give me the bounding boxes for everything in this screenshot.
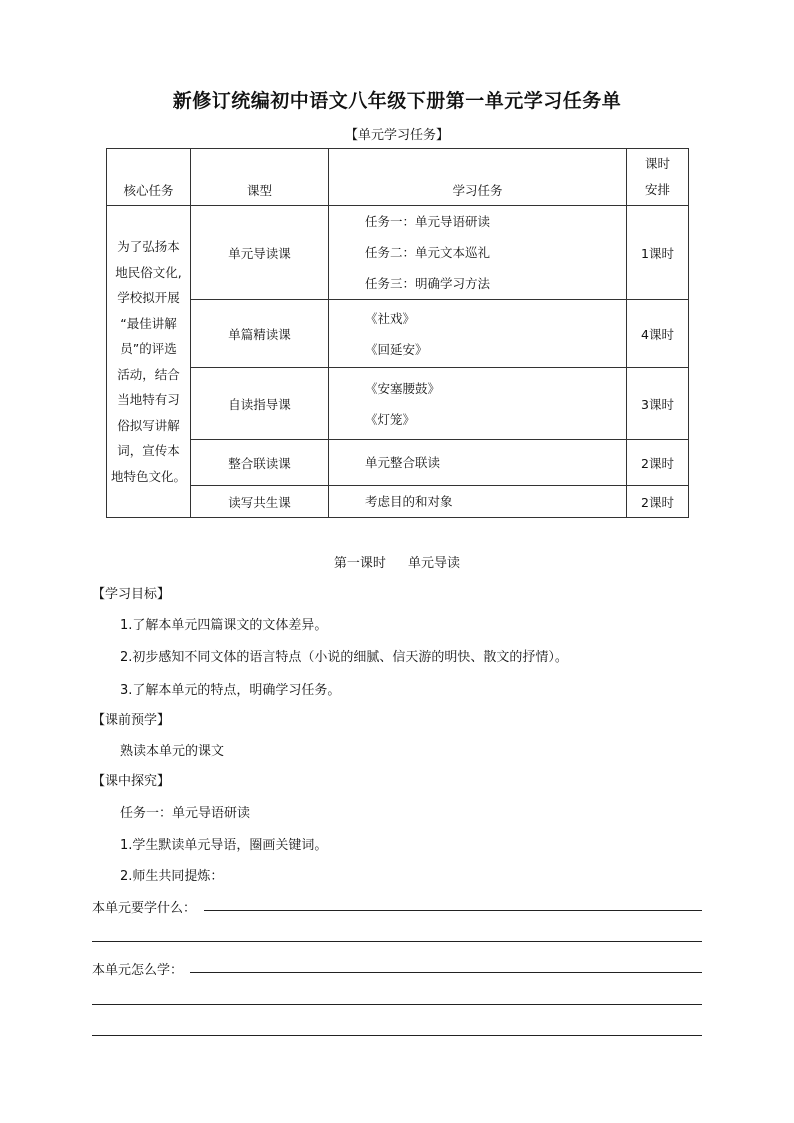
lesson-type-cell: 自读指导课: [191, 368, 329, 440]
task-line: 任务三：明确学习方法: [365, 276, 491, 291]
learning-task-cell: [329, 486, 627, 518]
inclass-heading: 【课中探究】: [92, 774, 171, 789]
core-line: 俗拟写讲解: [117, 417, 180, 433]
hours-cell: 3课时: [627, 368, 689, 440]
task-line: 单元整合联读: [365, 455, 441, 470]
task-line: 《社戏》: [365, 310, 416, 326]
core-line: 当地特有习: [117, 392, 180, 407]
table-row: [107, 206, 689, 300]
hours-cell: 2课时: [627, 486, 689, 518]
task-line: 考虑目的和对象: [365, 494, 453, 509]
hours-cell: 2课时: [627, 440, 689, 486]
fill-label-how: 本单元怎么学：: [92, 963, 184, 978]
hours-cell: 1课时: [627, 206, 689, 300]
answer-line[interactable]: [92, 941, 702, 942]
core-line: “最佳讲解: [120, 315, 177, 331]
lesson-type-cell: 单篇精读课: [191, 300, 329, 368]
header-learning-task: 学习任务: [329, 149, 627, 206]
task-line: 任务一：单元导语研读: [365, 214, 491, 229]
hours-cell: 4课时: [627, 300, 689, 368]
task1-title: 任务一：单元导语研读: [120, 806, 251, 821]
learning-task-cell: [329, 300, 627, 368]
core-line: 地特色文化。: [110, 468, 186, 484]
table-header-row: [107, 149, 689, 206]
table-row: [107, 368, 689, 440]
document-title: 新修订统编初中语文八年级下册第一单元学习任务单: [172, 90, 622, 112]
goals-heading: 【学习目标】: [92, 587, 171, 602]
task-line: 《回延安》: [365, 341, 428, 357]
step-item: 1.学生默读单元导语，圈画关键词。: [120, 838, 328, 853]
lesson-title: 第一课时 单元导读: [333, 556, 461, 571]
answer-line[interactable]: [92, 1035, 702, 1036]
header-lesson-type: 课型: [191, 149, 329, 206]
learning-task-cell: [329, 368, 627, 440]
header-hours-line1: 课时: [644, 156, 670, 171]
task-line: 《灯笼》: [365, 411, 416, 427]
core-line: 词，宣传本: [117, 443, 180, 458]
lesson-type-cell: 单元导读课: [191, 206, 329, 300]
header-core-task: 核心任务: [107, 149, 191, 206]
lesson-type-cell: 读写共生课: [191, 486, 329, 518]
step-item: 2.师生共同提炼：: [120, 869, 224, 884]
header-hours: [627, 149, 689, 206]
core-task-cell: [107, 206, 191, 518]
learning-task-cell: [329, 206, 627, 300]
goal-item: 1.了解本单元四篇课文的文体差异。: [120, 618, 328, 633]
preview-text: 熟读本单元的课文: [120, 744, 225, 759]
core-line: 活动，结合: [117, 366, 180, 382]
unit-task-table: [106, 148, 689, 518]
table-row: [107, 300, 689, 368]
table-row: [107, 486, 689, 518]
core-line: 地民俗文化,: [115, 264, 182, 280]
answer-line[interactable]: [204, 910, 702, 911]
task-line: 《安塞腰鼓》: [365, 380, 441, 396]
header-hours-line2: 安排: [644, 182, 670, 197]
core-line: 员”的评选: [120, 341, 177, 356]
lesson-type-cell: 整合联读课: [191, 440, 329, 486]
table-row: [107, 440, 689, 486]
section-heading-unit-tasks: 【单元学习任务】: [344, 128, 449, 143]
answer-line[interactable]: [190, 972, 702, 973]
goal-item: 3.了解本单元的特点，明确学习任务。: [120, 683, 341, 698]
learning-task-cell: [329, 440, 627, 486]
preview-heading: 【课前预学】: [92, 713, 171, 728]
core-line: 学校拟开展: [117, 290, 180, 305]
goal-item: 2.初步感知不同文体的语言特点（小说的细腻、信天游的明快、散文的抒情）。: [120, 650, 568, 665]
answer-line[interactable]: [92, 1004, 702, 1005]
task-line: 任务二：单元文本巡礼: [365, 245, 491, 260]
fill-label-what: 本单元要学什么：: [92, 901, 197, 916]
core-line: 为了弘扬本: [117, 239, 180, 254]
